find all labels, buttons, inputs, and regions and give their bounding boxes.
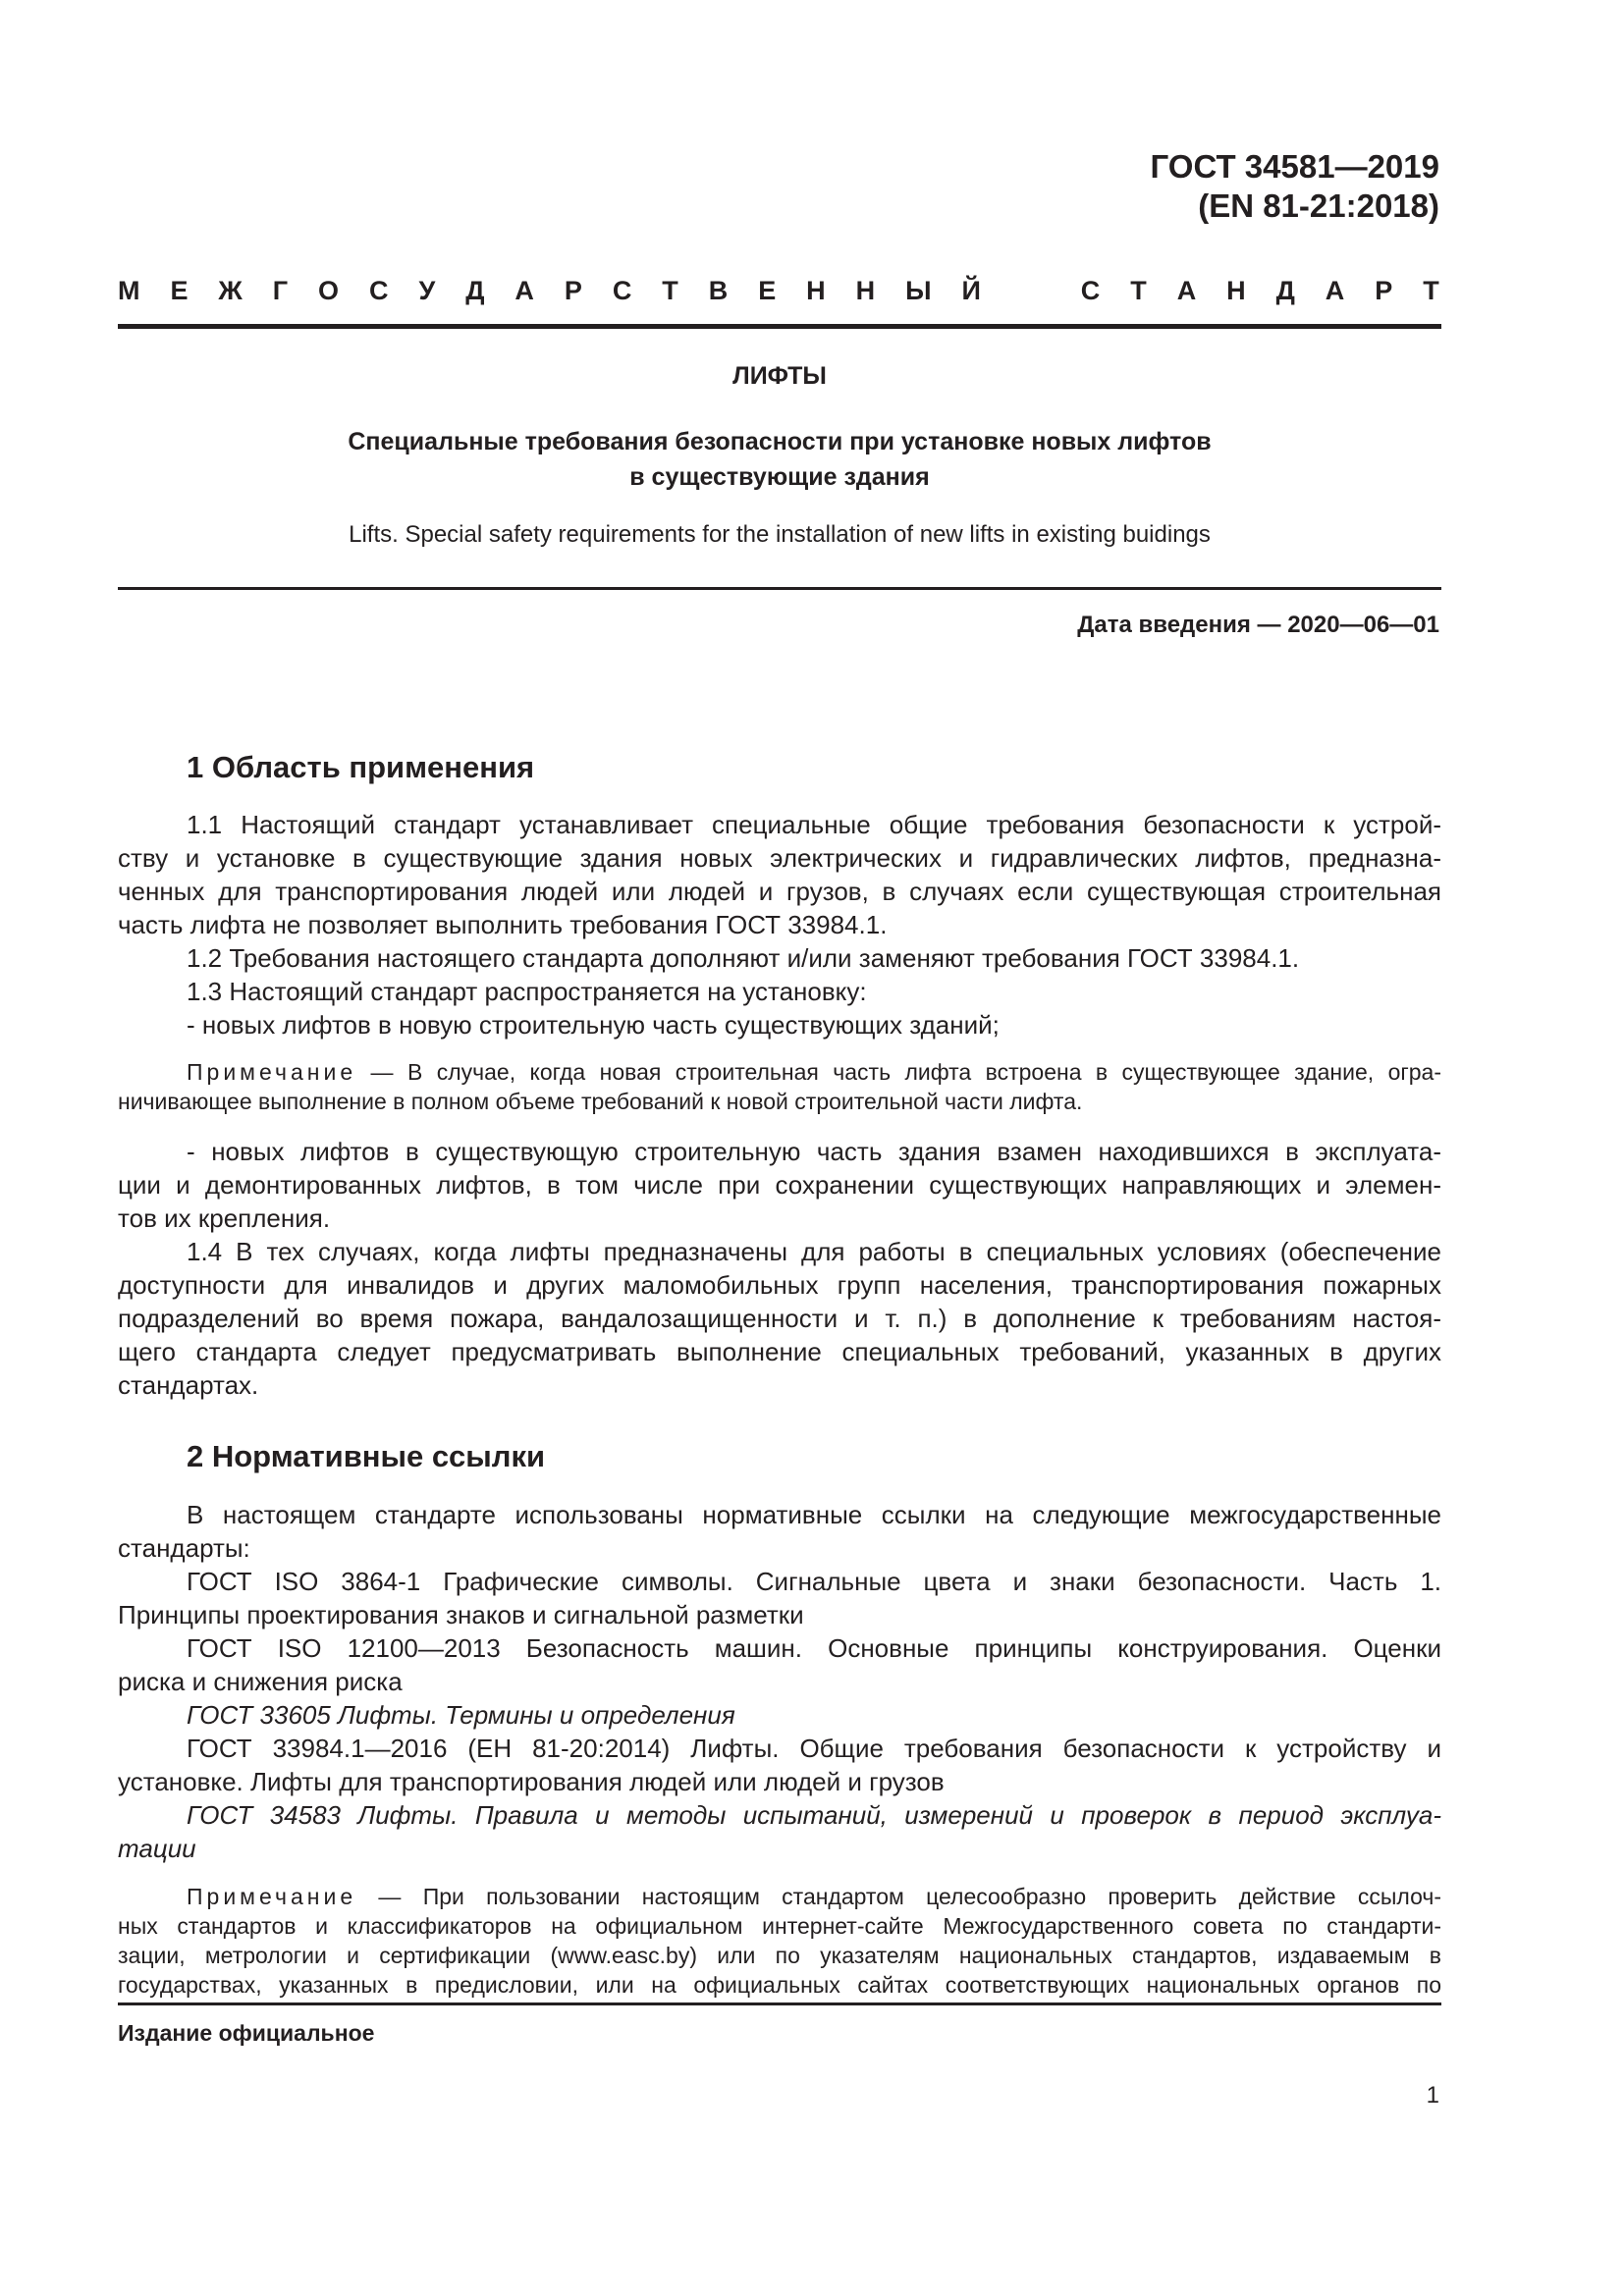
standard-type-letter: С <box>612 276 632 305</box>
standard-number-en: (EN 81-21:2018) <box>1198 187 1439 224</box>
section-scope-body-cont <box>118 1135 1441 1402</box>
standard-type-letter: Н <box>855 276 876 305</box>
list-item: - новых лифтов в существующую строительную часть здания взамен находившихся в эксплуата- <box>187 1137 1441 1166</box>
note-text: — В случае, когда новая строительная часть лифта встроена в существующее здание, огра- <box>356 1059 1441 1085</box>
paragraph-line: В настоящем стандарте использованы нормативные ссылки на следующие межгосударственные <box>187 1500 1441 1529</box>
standard-type-letter: Р <box>1375 276 1393 305</box>
paragraph-line: стандарты: <box>118 1533 250 1563</box>
title-divider <box>118 587 1441 590</box>
standard-type-letter: Д <box>465 276 485 305</box>
standard-type-letter: С <box>369 276 389 305</box>
reference-item-cont: тации <box>118 1834 196 1863</box>
document-subtitle <box>118 424 1441 495</box>
standard-type-letter: А <box>514 276 534 305</box>
standard-type-letter: Н <box>1226 276 1246 305</box>
introduction-date: Дата введения — 2020—06—01 <box>1077 612 1439 638</box>
paragraph-line: ции и демонтированных лифтов, в том числе при сохранении существующих направляющих и элемен- <box>118 1170 1441 1200</box>
header-divider <box>118 324 1441 329</box>
section-heading-references: 2 Нормативные ссылки <box>187 1439 546 1473</box>
standard-type-letter: В <box>708 276 729 305</box>
reference-item-cont: установке. Лифты для транспортирования людей или людей и грузов <box>118 1767 945 1796</box>
reference-item: ГОСТ ISO 12100—2013 Безопасность машин. Основные принципы конструирования. Оценки <box>187 1633 1441 1663</box>
standard-type-letter: Р <box>564 276 582 305</box>
paragraph-line: подразделений во время пожара, вандалозащищенности и т. п.) в дополнение к требованиям настоя- <box>118 1304 1441 1333</box>
reference-item-cont: риска и снижения риска <box>118 1667 403 1696</box>
standard-type-letter: М <box>118 276 140 305</box>
standard-type-letter: Г <box>272 276 289 305</box>
standard-number <box>1151 147 1439 226</box>
note-line: ных стандартов и классификаторов на официальном интернет-сайте Межгосударственного совета по стандарти- <box>118 1913 1441 1939</box>
note-scope <box>118 1057 1441 1116</box>
note-references <box>118 1882 1441 1911</box>
paragraph-line: щего стандарта следует предусматривать выполнение специальных требований, указанных в других <box>118 1337 1441 1366</box>
paragraph-line: 1.1 Настоящий стандарт устанавливает специальные общие требования безопасности к устрой- <box>187 810 1441 839</box>
document-title: ЛИФТЫ <box>732 362 827 390</box>
paragraph-line: 1.3 Настоящий стандарт распространяется на установку: <box>187 977 867 1006</box>
standard-type-letter: Т <box>662 276 678 305</box>
reference-item: ГОСТ 33984.1—2016 (ЕН 81-20:2014) Лифты. Общие требования безопасности к устройству и <box>187 1734 1441 1763</box>
note-line: государствах, указанных в предисловии, или на официальных сайтах соответствующих национальных органов по <box>118 1972 1441 1998</box>
standard-type-letter: Д <box>1275 276 1295 305</box>
standard-type-letter: С <box>1080 276 1101 305</box>
note-line: зации, метрологии и сертификации (www.easc.by) или по указателям национальных стандартов, издаваемым в <box>118 1943 1441 1968</box>
section-scope-body <box>118 808 1441 1041</box>
word-gap <box>1011 273 1051 308</box>
note-references-cont <box>118 1911 1441 2000</box>
note-line <box>118 1057 1441 1087</box>
paragraph-line: 1.2 Требования настоящего стандарта дополняют и/или заменяют требования ГОСТ 33984.1. <box>187 943 1300 973</box>
footer-divider <box>118 2002 1441 2005</box>
reference-item-cont: Принципы проектирования знаков и сигнальной разметки <box>118 1600 804 1629</box>
reference-item: ГОСТ ISO 3864-1 Графические символы. Сигнальные цвета и знаки безопасности. Часть 1. <box>187 1567 1441 1596</box>
section-references-body <box>118 1498 1441 1865</box>
standard-type-letter: Е <box>170 276 189 305</box>
paragraph-line: часть лифта не позволяет выполнить требования ГОСТ 33984.1. <box>118 910 888 939</box>
standard-type-letter: Е <box>758 276 777 305</box>
paragraph-line: ству и установке в существующие здания новых электрических и гидравлических лифтов, предназна- <box>118 843 1441 873</box>
reference-item: ГОСТ 34583 Лифты. Правила и методы испытаний, измерений и проверок в период эксплуа- <box>187 1800 1441 1830</box>
reference-item: ГОСТ 33605 Лифты. Термины и определения <box>187 1700 735 1730</box>
paragraph-line: стандартах. <box>118 1370 259 1400</box>
subtitle-line: Специальные требования безопасности при установке новых лифтов <box>348 428 1212 455</box>
standard-type-letter: А <box>1325 276 1345 305</box>
note-text: — При пользовании настоящим стандартом целесообразно проверить действие ссылоч- <box>356 1884 1441 1909</box>
note-line: ничивающее выполнение в полном объеме требований к новой строительной части лифта. <box>118 1089 1083 1114</box>
edition-label: Издание официальное <box>118 2020 375 2046</box>
list-item: - новых лифтов в новую строительную часть существующих зданий; <box>187 1010 1000 1040</box>
page-number: 1 <box>1426 2082 1439 2109</box>
standard-type-letter: А <box>1176 276 1197 305</box>
standard-type-letter: Т <box>1423 276 1439 305</box>
standard-type-letter: Ж <box>218 276 243 305</box>
standard-type-letter: У <box>418 276 436 305</box>
standard-number-gost: ГОСТ 34581—2019 <box>1150 148 1439 185</box>
standard-type-letter: Ы <box>905 276 932 305</box>
standard-type-letter: Й <box>961 276 981 305</box>
standard-type <box>118 273 1439 308</box>
note-label: Примечание <box>187 1884 357 1909</box>
english-title: Lifts. Special safety requirements for the installation of new lifts in existing buidings <box>349 521 1211 548</box>
standard-type-letter: Н <box>806 276 826 305</box>
section-heading-scope: 1 Область применения <box>187 750 535 784</box>
note-line <box>118 1882 1441 1911</box>
standard-type-letter: О <box>318 276 340 305</box>
paragraph-line: ченных для транспортирования людей или людей и грузов, в случаях если существующая строительная <box>118 877 1441 906</box>
paragraph-line: доступности для инвалидов и других маломобильных групп населения, транспортирования пожарных <box>118 1270 1441 1300</box>
note-label: Примечание <box>187 1059 357 1085</box>
standard-type-letter: Т <box>1130 276 1147 305</box>
paragraph-line: 1.4 В тех случаях, когда лифты предназначены для работы в специальных условиях (обеспечение <box>187 1237 1441 1266</box>
subtitle-line: в существующие здания <box>629 463 930 491</box>
paragraph-line: тов их крепления. <box>118 1203 331 1233</box>
